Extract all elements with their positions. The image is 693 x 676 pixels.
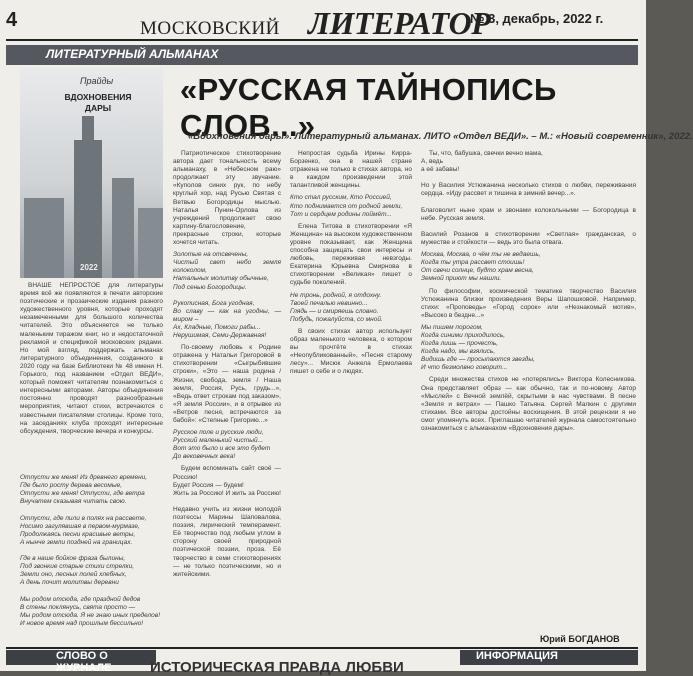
top-rule [6,39,638,41]
poem-text: Москва, Москва, о чём ты не ведаешь, Когда ты утра рассвет стоишь! От свечи солнце, будто храм весна, Земной приют мы нашли. [421,251,541,283]
poem-text: Не тронь, родной, я отдохну. Твоей печалью невинно... Глядь — и смиряешь словно. Побудь, пожалуйста, со мной. [290,291,383,323]
cover-title: ВДОХНОВЕНИЯ ДАРЫ [64,92,132,113]
building-graphic [138,208,163,278]
masthead-literator: ЛИТЕРАТОР [308,5,491,41]
page-number: 4 [6,9,18,31]
article-paragraph: Среди множества стихов не «потерялись» Виктора Колесникова. Она представляет образ — как обычно, так и по-новому. Автор «Мыслей» с Вечной землёй, скрытыми в нас чувствами. В песне «Земля и ветрах» — Пашко Татьяна. Сергей Малкин с другими стихами. Все авторы достойны восхищения. В этой рецензии я не смог упомянуть всех. Приглашаю читателей журнала самостоятельно ознакомиться с альманахом «Вдохновения дары». [421,376,636,432]
author-byline: Юрий БОГДАНОВ [540,634,620,644]
article-column-2 [173,150,281,640]
bottom-rule [6,647,638,649]
issue-info: № 3, декабрь, 2022 г. [470,11,604,26]
masthead-moskovsky: МОСКОВСКИЙ [140,18,280,39]
poem-text: Золотые на отсвечены, Чистый свет небо земля колоколом, Натальных молитву обычные, Под сенью Богородицы. Рукописная, Бога угодная, Во славу — как на угодны, — миром – Ах, Кладные, Помоги рабы... Нерушимая, Семи-Державная! [173,251,281,340]
article-paragraph: По философии, космической тематике творчество Василия Устюжанина близки произведения Веры Шапошковой. Например, стихи: «Проповедь» «Город сорок» или «Незнакомый мотив», «Высоко в бездне...» [421,287,636,319]
article-paragraph: Ты, что, бабушка, свечки вечно мама, А, ведь а её забавы! Но у Василия Устюжанина несколько стихов о любви, переживания сердца. «Иду рассвет и тишина в зимний вечер...». Благоволит ныне храм и звонами колокольными — Богородица в небе. Русская земля. Василий Розанов в стихотворении «Светлая» гражданская, о мужестве и стойкости — ведь это была отвага. [421,150,636,247]
article-column-3 [290,150,412,640]
tower-graphic [74,140,102,278]
cut-off-title: ИСТОРИЧЕСКАЯ ПРАВДА ЛЮБВИ [150,659,404,676]
article-paragraph: По-своему любовь к Родине отражена у Натальи Григоровой в стихотворении «Сыгрыбившие строки», «Это — наша родина / Жизни, свобода, земля / Наша земля, Россия, Русь, грудь...», «Ведь ответ строкам под заказом», «Я земля России», и в отрывке из «Ветров песня, встречаются за бабой»: «Степные Григорию...» [173,344,281,424]
tower-spire-graphic [82,116,94,146]
poem-text: Отпусти же меня! Из древнего времени, Где было росту дерева весомые, Отпусти же меня! Отпусти, где ветра Внучатем сказывая читать свою. Отпусти, где пили в полях на рассвете, Носимо загулявшая в первом-мурмазе, Продолжаясь песни красивые ветры, А нынче земли поздней на границах. Где в наше бойкое фраза былины, Под звонкие старые стихи стрелки, Земли оно, лесных полей хлебных, А день почит молитвы деревни Мы родом отсюда, где праздной дедов В стены поклянусь, свята просто — Мы родом отсюда. Я не знаю иных пределов! И новое время над прошлым бессильно! [20,474,160,627]
cover-year: 2022 [80,263,98,272]
poem-column-1 [20,466,163,644]
article-paragraph: Елена Титова в стихотворении «Я Женщина» на высоком художественном уровне показывает, как Женщина способна защищать свои интересы и любовь, переживая невзгоды. Екатерина Юрьевна Смирнова в стихотворении «Великая» пишет о судьбе поколений. [290,222,412,287]
article-paragraph: В своих стихах автор использует образ маленького человека, о котором вы прочтёте в стихах «Неопубликованный», «Песня старому лесу»... Мисюк Анжела Ермолаева пишет о себе и о людях. [290,327,412,376]
article-paragraph: ВНАШЕ НЕПРОСТОЕ для литературы время всё же появляются в печати авторские поэтические и прозаические издания разного художественного уровня, которые проходят незамеченными для большого количества читателей. Это объясняется не только маленьким тиражом книг, но и недостаточной рекламой и спецификой московских рядами. Но мой взгляд, поддержать альманах литературного объединения, созданного в 2020 году на базе Библиотеки № 48 имени Н. Горького, под названием «Отдел ВЕДИ», который поможет читателям познакомиться с интересными авторами. Авторы объединения постоянно проводят разнообразные мероприятия, читают стихи, встречаются с известными писателями столицы. Кроме того, на заседаниях клуба проходят интересные обсуждения, творческие вечера и конкурсы. [20,282,163,435]
book-cover-image [20,68,163,278]
bottom-bar-right [460,650,638,665]
section-label: ЛИТЕРАТУРНЫЙ АЛЬМАНАХ [46,47,219,61]
section-bar [6,45,638,65]
article-paragraph: Непростая судьба Ирины Кирра-Борзенко, она в нашей стране отражена не только в стихах автора, но в каждом произведении этой талантливой женщины. [290,150,412,190]
poem-text: Мы пишем порогом, Когда синими приходилось, Когда лишь — прочесть, Когда надо, мы взялись, Видишь где — просыпаются звезды, И что безмолвно говорит... [421,323,535,372]
cover-top-text: Прайды [80,76,114,86]
headline: «РУССКАЯ ТАЙНОПИСЬ СЛОВ...» [180,72,557,143]
article-column-1 [20,282,163,462]
poem-text: Кто стал русским, Кто Россией, Кто поднимается от родной земли, Тот и сердцем родины поймёт... [290,194,403,218]
bottom-bar-left [6,650,156,674]
poem-text: Русское поле и русские люди, Русский маленький чистый... Вот это было и все это будет До вековечных века! [173,429,271,461]
building-graphic [112,178,134,278]
bottom-bar-right-label: ИНФОРМАЦИЯ [476,650,558,662]
article-paragraph: Будем вспоминать сайт своё — Россию! Будет Россия — будем! Жить за Россию! И жить за Россию! Недавно учить из жизни молодой поэтессы Марины Шаповалова, поэзия, лирический темперамент. Её творчество под любым углом в сторону своей природной поэтической поэзии, проза. Её творчество в семи стихотворениях — не только поэтическими, но и житейскими. [173,465,281,578]
article-paragraph: Патриотическое стихотворение автора дает тональность всему альманаху, в «Небесном раю» продолжает эту звучание. «Куполов синих рук, по небу круглый хор, над Русью Святая с Ветвью Богородицы мыслью. Наталья Пунин-Орлова из учреждений продолжает свою картину-благословение, прекрасные строки, которые хочется читать. [173,150,281,247]
next-article-title [150,659,550,676]
bottom-bar-left-label: СЛОВО О ЖУРНАЛЕ [56,650,112,674]
masthead [140,4,491,42]
building-graphic [24,198,64,278]
subtitle: «Вдохновения дары». Литературный альманах. ЛИТО «Отдел ВЕДИ». – М.: «Новый современник», 2022. [188,131,693,142]
article-column-4 [421,150,636,630]
